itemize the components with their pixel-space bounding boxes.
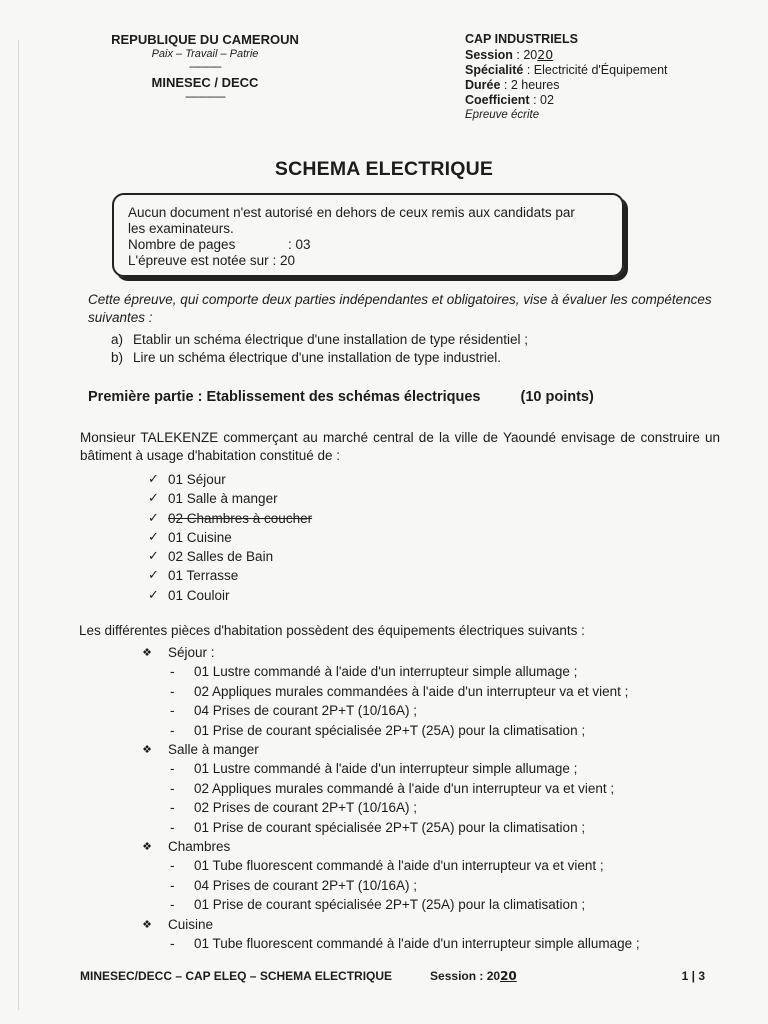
list-item	[0, 876, 768, 895]
equipment-list	[0, 643, 768, 954]
info-box	[112, 193, 624, 277]
equipment-text: 04 Prises de courant 2P+T (10/16A) ;	[194, 877, 418, 893]
objective-marker: b)	[111, 350, 124, 365]
dash-marker: -	[170, 858, 175, 874]
objective-marker: a)	[111, 332, 124, 347]
equipment-text: 01 Lustre commandé à l'aide d'un interrupteur simple allumage ;	[194, 664, 578, 680]
footer-session-handwritten: 20	[500, 969, 517, 983]
note-row	[128, 253, 622, 269]
pages-label: Nombre de pages	[128, 237, 236, 252]
dash-marker: -	[170, 936, 175, 952]
list-item	[148, 489, 312, 508]
check-icon: ✓	[148, 549, 159, 565]
footer-session	[430, 969, 517, 983]
ministry-name: MINESEC / DECC	[151, 75, 259, 90]
rooms-list	[148, 470, 312, 605]
page-footer	[80, 969, 705, 983]
equipment-text: 01 Prise de courant spécialisée 2P+T (25A) pour la climatisation ;	[194, 819, 586, 835]
dash-marker: -	[170, 683, 175, 699]
specialite-label: Spécialité	[465, 63, 524, 77]
room-name: 02 Chambres à coucher	[168, 510, 313, 526]
dash-marker: -	[170, 897, 175, 913]
equipment-text: 01 Prise de courant spécialisée 2P+T (25A) pour la climatisation ;	[194, 722, 586, 738]
duree-label: Durée	[465, 78, 501, 92]
list-item	[0, 818, 768, 837]
room-name: 02 Salles de Bain	[168, 549, 274, 565]
session-handwritten: 20	[537, 47, 554, 62]
room-title: Chambres	[168, 839, 231, 855]
session-value: : 20	[512, 48, 538, 62]
list-item	[0, 759, 768, 778]
equipment-text: 02 Appliques murales commandé à l'aide d'un interrupteur va et vient ;	[194, 780, 615, 796]
duree-line	[465, 78, 668, 93]
coefficient-line	[465, 93, 668, 108]
coefficient-label: Coefficient	[465, 93, 530, 107]
equipment-text: 02 Prises de courant 2P+T (10/16A) ;	[194, 800, 418, 816]
footer-left: MINESEC/DECC – CAP ELEQ – SCHEMA ELECTRIQUE	[80, 969, 393, 983]
diamond-bullet-icon: ❖	[142, 917, 152, 931]
room-title: Séjour :	[168, 645, 215, 660]
dash-marker: -	[170, 761, 175, 777]
list-item	[148, 547, 312, 566]
list-item	[148, 509, 312, 528]
list-item	[0, 662, 768, 681]
info-line: les examinateurs.	[128, 221, 234, 236]
duree-value: : 2 heures	[500, 78, 560, 92]
objective-text: Lire un schéma électrique d'une installation de type industriel.	[133, 350, 502, 365]
equipment-text: 01 Prise de courant spécialisée 2P+T (25A) pour la climatisation ;	[194, 897, 586, 913]
diamond-bullet-icon: ❖	[142, 840, 152, 854]
part1-title: Première partie : Etablissement des schémas électriques	[88, 389, 481, 405]
national-motto: Paix – Travail – Patrie	[151, 48, 259, 60]
room-name: 01 Cuisine	[168, 529, 232, 545]
list-item	[0, 798, 768, 817]
separator: ------------	[189, 61, 221, 73]
dash-marker: -	[170, 722, 175, 738]
check-icon: ✓	[148, 568, 159, 584]
context-paragraph: Monsieur TALEKENZE commerçant au marché central de la ville de Yaoundé envisage de construire un bâtiment à usage d'habitation constitué de :	[80, 430, 720, 463]
equipment-text: 02 Appliques murales commandées à l'aide d'un interrupteur va et vient ;	[194, 683, 629, 699]
room-title: Salle à manger	[168, 742, 259, 758]
dash-marker: -	[170, 819, 175, 835]
page-number: 1 | 3	[681, 969, 705, 983]
objective-item	[111, 331, 528, 349]
separator: ---------------	[185, 91, 225, 103]
footer-session-label: Session : 20	[430, 969, 501, 983]
room-heading	[0, 915, 768, 934]
check-icon: ✓	[148, 587, 159, 603]
room-name: 01 Salle à manger	[168, 491, 278, 507]
equipment-text: 01 Tube fluorescent commandé à l'aide d'un interrupteur va et vient ;	[194, 858, 604, 874]
room-title: Cuisine	[168, 916, 214, 932]
session-line	[465, 47, 668, 63]
list-item	[0, 721, 768, 740]
room-heading	[0, 837, 768, 856]
diamond-bullet-icon: ❖	[142, 646, 152, 659]
equipment-text: 01 Lustre commandé à l'aide d'un interrupteur simple allumage ;	[194, 761, 578, 777]
list-item	[148, 566, 312, 585]
room-name: 01 Couloir	[168, 587, 230, 603]
check-icon: ✓	[148, 510, 159, 526]
list-item	[0, 856, 768, 875]
diamond-bullet-icon: ❖	[142, 743, 152, 757]
room-name: 01 Séjour	[168, 472, 226, 487]
session-label: Session	[465, 48, 513, 62]
header-right	[465, 32, 668, 123]
equipment-text: 04 Prises de courant 2P+T (10/16A) ;	[194, 703, 418, 719]
objectives-list	[111, 331, 528, 367]
specialite-line	[465, 63, 668, 78]
check-icon: ✓	[148, 491, 159, 507]
info-line: Aucun document n'est autorisé en dehors de ceux remis aux candidats par	[128, 205, 575, 220]
list-item	[148, 528, 312, 547]
dash-marker: -	[170, 780, 175, 796]
list-item	[148, 470, 312, 489]
objective-text: Etablir un schéma électrique d'une installation de type résidentiel ;	[133, 332, 529, 347]
list-item	[0, 701, 768, 720]
specialite-value: : Electricité d'Équipement	[523, 63, 668, 77]
equipment-text: 01 Tube fluorescent commandé à l'aide d'un interrupteur simple allumage ;	[194, 936, 640, 952]
header-left	[100, 32, 310, 105]
part1-heading	[88, 389, 594, 405]
list-item	[148, 586, 312, 605]
note-label: L'épreuve est notée sur	[128, 253, 269, 268]
part1-points: (10 points)	[520, 389, 594, 405]
dash-marker: -	[170, 703, 175, 719]
check-icon: ✓	[148, 472, 159, 487]
intro-text: Cette épreuve, qui comporte deux parties indépendantes et obligatoires, vise à évaluer les compétences suivantes :	[88, 292, 712, 325]
epreuve-type: Epreuve écrite	[465, 109, 540, 121]
objective-item	[111, 349, 528, 367]
list-item	[0, 934, 768, 953]
note-value: : 20	[272, 253, 295, 268]
dash-marker: -	[170, 800, 175, 816]
exam-name: CAP INDUSTRIELS	[465, 32, 578, 46]
list-item	[0, 682, 768, 701]
room-name: 01 Terrasse	[168, 568, 239, 584]
dash-marker: -	[170, 664, 175, 680]
country-name: REPUBLIQUE DU CAMEROUN	[111, 32, 299, 47]
pages-row	[128, 237, 622, 253]
pages-value: : 03	[288, 237, 311, 252]
list-item	[0, 779, 768, 798]
check-icon: ✓	[148, 529, 159, 545]
room-heading	[0, 643, 768, 662]
room-heading	[0, 740, 768, 759]
document-title: SCHEMA ELECTRIQUE	[274, 158, 494, 180]
coefficient-value: : 02	[529, 93, 554, 107]
dash-marker: -	[170, 877, 175, 893]
list-item	[0, 895, 768, 914]
equipment-intro: Les différentes pièces d'habitation possèdent des équipements électriques suivants :	[79, 623, 585, 638]
